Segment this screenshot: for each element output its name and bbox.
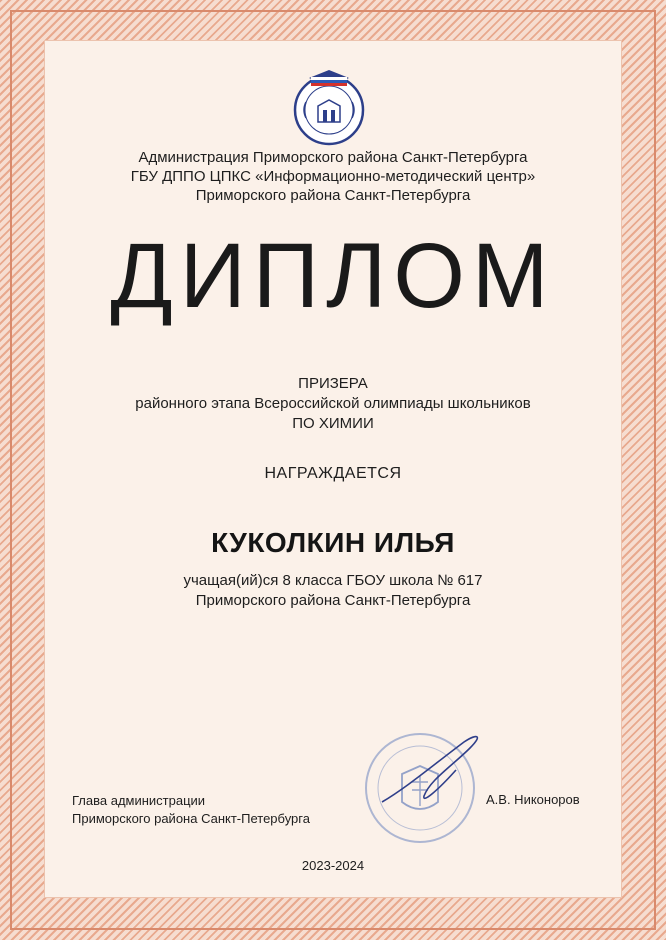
official-stamp-icon: [352, 718, 502, 848]
school-line-1: учащая(ий)ся 8 класса ГБОУ школа № 617: [183, 572, 483, 589]
recipient-school: [44, 571, 622, 611]
issuer-line-2: ГБУ ДППО ЦПКС «Информационно-методический центр»: [130, 168, 536, 185]
diploma-title: ДИПЛОМ: [110, 225, 556, 327]
signatory-position-line-2: Приморского района Санкт-Петербурга: [72, 811, 310, 826]
award-line-1: ПРИЗЕРА: [298, 375, 368, 392]
signatory-position-line-1: Глава администрации: [72, 793, 206, 808]
imc-emblem-icon: [288, 66, 370, 148]
issuer-line-3: Приморского района Санкт-Петербурга: [195, 187, 471, 204]
recipient-name: КУКОЛКИН ИЛЬЯ: [211, 527, 455, 558]
signatory-position: [72, 792, 310, 828]
signature-icon: [382, 737, 477, 802]
award-line-3: ПО ХИМИИ: [292, 415, 374, 432]
issuer-header: [44, 148, 622, 205]
award-description: [44, 374, 622, 434]
issuer-line-1: Администрация Приморского района Санкт-Петербурга: [138, 149, 528, 166]
school-line-2: Приморского района Санкт-Петербурга: [195, 592, 471, 609]
awarded-label: НАГРАЖДАЕТСЯ: [264, 465, 402, 482]
award-line-2: районного этапа Всероссийской олимпиады школьников: [135, 395, 531, 412]
academic-year: 2023-2024: [301, 858, 365, 873]
signatory-name: А.В. Никоноров: [486, 792, 580, 807]
